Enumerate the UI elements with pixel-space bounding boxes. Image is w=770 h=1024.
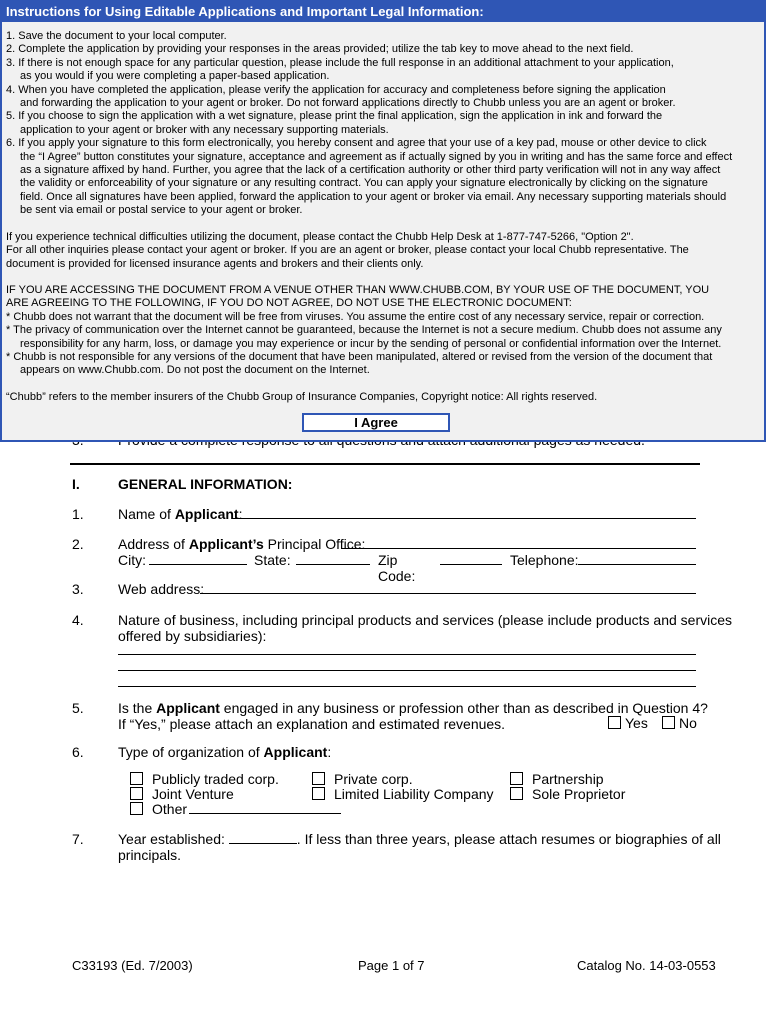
sole-proprietor-checkbox[interactable] xyxy=(510,787,523,800)
city-label: City: xyxy=(118,552,146,568)
nature-of-business-line-2[interactable] xyxy=(118,670,696,671)
principal-office-field[interactable] xyxy=(342,536,696,549)
city-field[interactable] xyxy=(149,552,247,565)
page-number: Page 1 of 7 xyxy=(358,958,425,973)
legal-instructions-dialog xyxy=(0,0,766,442)
q2-number: 2. xyxy=(72,536,84,552)
step-line: be sent via email or postal service to your agent or broker. xyxy=(20,204,303,217)
telephone-label: Telephone: xyxy=(510,552,579,568)
q7-line-1: Year established: . If less than three years, please attach resumes or biographies of all xyxy=(118,831,721,847)
q6-number: 6. xyxy=(72,744,84,760)
venue-line: * The privacy of communication over the Internet cannot be guaranteed, because the Internet is not a secure medium. Chubb does not assume any xyxy=(6,324,722,337)
step-line: the validity or enforceability of your signature or any resulting contract. You can apply your signature electronically by clicking on the signature xyxy=(20,177,708,190)
dialog-body xyxy=(2,22,764,404)
help-line: If you experience technical difficulties utilizing the document, please contact the Chubb Help Desk at 1-877-747-5266, "Option 2". xyxy=(6,230,634,243)
nature-of-business-line-3[interactable] xyxy=(118,686,696,687)
step-line: and forwarding the application to your agent or broker. Do not forward applications directly to Chubb unless you are an agent or broker. xyxy=(20,97,676,110)
q3-label: Web address: xyxy=(118,581,205,597)
q5-line-2: If “Yes,” please attach an explanation and estimated revenues. xyxy=(118,716,506,732)
no-label: No xyxy=(679,715,697,731)
q1-label: Name of Applicant: xyxy=(118,506,243,522)
q5-line-1: Is the Applicant engaged in any business or profession other than as described in Question 4? xyxy=(118,700,708,716)
q2-label: Address of Applicant’s Principal Office: xyxy=(118,536,366,552)
publicly-traded-checkbox[interactable] xyxy=(130,772,143,785)
catalog-number: Catalog No. 14-03-0553 xyxy=(577,958,716,973)
org-joint-venture[interactable] xyxy=(130,786,234,802)
step-line: 5. If you choose to sign the application with a wet signature, please print the final application, sign the application in ink and forward the xyxy=(6,110,663,123)
step-line: the “I Agree” button constitutes your signature, acceptance and agreement as if actually signed by you in writing and has the same force and effect xyxy=(20,150,733,163)
no-checkbox[interactable] xyxy=(662,716,675,729)
private-corp-checkbox[interactable] xyxy=(312,772,325,785)
venue-line: responsibility for any harm, loss, or damage you may experience or incur by the sending of personal or confidential information over the Internet. xyxy=(20,337,722,350)
other-field[interactable] xyxy=(189,801,341,814)
venue-line: * Chubb is not responsible for any versions of the document that have been manipulated, altered or revised from the version of the document that xyxy=(6,350,713,363)
step-line: as you would if you were completing a paper-based application. xyxy=(20,70,330,83)
copyright-notice: “Chubb” refers to the member insurers of the Chubb Group of Insurance Companies, Copyright notice: All rights reserved. xyxy=(6,390,598,403)
step-line: 3. If there is not enough space for any particular question, please include the full response in an additional attachment to your application, xyxy=(6,56,674,69)
q4-number: 4. xyxy=(72,612,84,628)
step-line: field. Once all signatures have been applied, forward the application to your agent or broker via email. Any necessary supporting materials should xyxy=(20,190,727,203)
dialog-title: Instructions for Using Editable Applications and Important Legal Information: xyxy=(2,2,764,22)
venue-line: ARE AGREEING TO THE FOLLOWING, IF YOU DO NOT AGREE, DO NOT USE THE ELECTRONIC DOCUMENT: xyxy=(6,297,572,310)
section-title: GENERAL INFORMATION: xyxy=(118,476,293,492)
org-publicly-traded[interactable] xyxy=(130,771,279,787)
venue-line: IF YOU ARE ACCESSING THE DOCUMENT FROM A VENUE OTHER THAN WWW.CHUBB.COM, BY YOUR USE OF THE DOCUMENT, YOU xyxy=(6,283,710,296)
section-number: I. xyxy=(72,476,80,492)
yes-label: Yes xyxy=(625,715,648,731)
nature-of-business-line-1[interactable] xyxy=(118,654,696,655)
q6-label: Type of organization of Applicant: xyxy=(118,744,332,760)
q3-number: 3. xyxy=(72,581,84,597)
q7-line-2: principals. xyxy=(118,847,182,863)
org-llc[interactable] xyxy=(312,786,494,802)
org-other[interactable] xyxy=(130,801,341,817)
help-line: For all other inquiries please contact your agent or broker. If you are an agent or broker, please contact your local Chubb representative. The xyxy=(6,244,689,257)
other-checkbox[interactable] xyxy=(130,802,143,815)
q1-number: 1. xyxy=(72,506,84,522)
partnership-label: Partnership xyxy=(532,771,604,787)
q4-line-2: offered by subsidiaries): xyxy=(118,628,267,644)
q7-number: 7. xyxy=(72,831,84,847)
step-line: 6. If you apply your signature to this form electronically, you hereby consent and agree that your use of a key pad, mouse or other device to click xyxy=(6,137,707,150)
sole-proprietor-label: Sole Proprietor xyxy=(532,786,626,802)
org-sole-proprietor[interactable] xyxy=(510,786,625,802)
llc-checkbox[interactable] xyxy=(312,787,325,800)
state-label: State: xyxy=(254,552,291,568)
web-address-field[interactable] xyxy=(200,581,696,594)
state-field[interactable] xyxy=(296,552,370,565)
venue-line: * Chubb does not warrant that the document will be free from viruses. You assume the entire cost of any necessary service, repair or correction. xyxy=(6,310,705,323)
section-divider xyxy=(70,463,700,465)
telephone-field[interactable] xyxy=(578,552,696,565)
yes-checkbox[interactable] xyxy=(608,716,621,729)
org-partnership[interactable] xyxy=(510,771,604,787)
joint-venture-checkbox[interactable] xyxy=(130,787,143,800)
org-private-corp[interactable] xyxy=(312,771,413,787)
zip-field[interactable] xyxy=(440,552,502,565)
private-corp-label: Private corp. xyxy=(334,771,413,787)
form-id: C33193 (Ed. 7/2003) xyxy=(72,958,193,973)
step-line: 1. Save the document to your local computer. xyxy=(6,30,227,42)
other-label: Other xyxy=(152,801,188,817)
no-option[interactable] xyxy=(662,715,697,731)
i-agree-button[interactable]: I Agree xyxy=(302,413,450,432)
step-line: 4. When you have completed the application, please verify the application for accuracy and completeness before signing the application xyxy=(6,83,666,96)
step-line: application to your agent or broker with any necessary supporting materials. xyxy=(20,123,389,136)
help-line: document is provided for licensed insurance agents and brokers and their clients only. xyxy=(6,257,424,270)
step-line: as a signature affixed by hand. Further, you agree that the lack of a certification authority or other third party verification will not in any way affect xyxy=(20,164,721,177)
joint-venture-label: Joint Venture xyxy=(152,786,234,802)
venue-line: appears on www.Chubb.com. Do not post the document on the Internet. xyxy=(20,364,370,377)
step-line: 2. Complete the application by providing your responses in the areas provided; utilize the tab key to move ahead to the next field. xyxy=(6,43,634,56)
q4-line-1: Nature of business, including principal products and services (please include products and services xyxy=(118,612,732,628)
partnership-checkbox[interactable] xyxy=(510,772,523,785)
llc-label: Limited Liability Company xyxy=(334,786,494,802)
year-established-field[interactable] xyxy=(229,831,297,844)
publicly-traded-label: Publicly traded corp. xyxy=(152,771,279,787)
zip-label: Zip Code: xyxy=(378,552,416,584)
applicant-name-field[interactable] xyxy=(232,506,696,519)
yes-option[interactable] xyxy=(608,715,648,731)
q5-number: 5. xyxy=(72,700,84,716)
